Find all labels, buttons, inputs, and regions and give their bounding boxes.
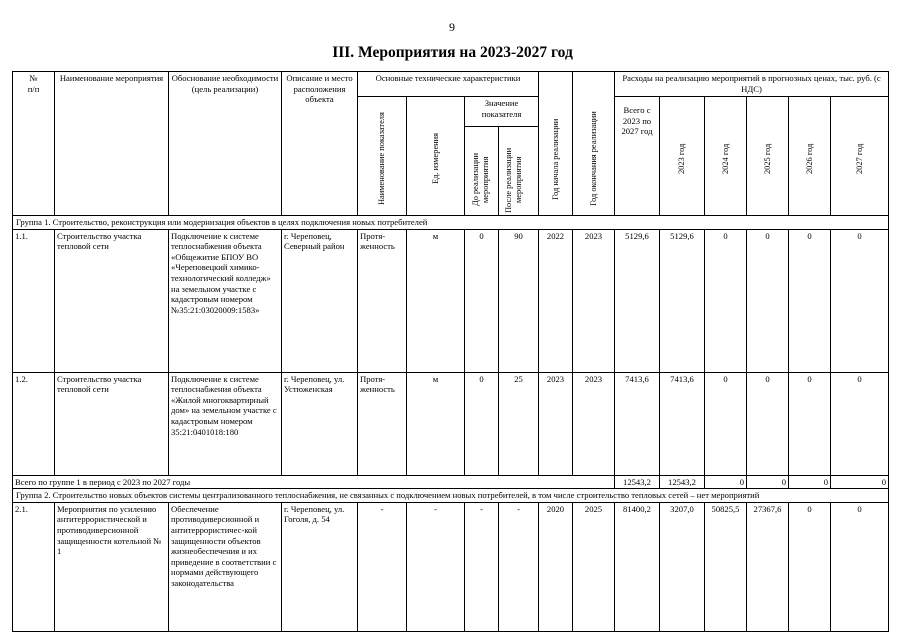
page-title: III. Мероприятия на 2023-2027 год <box>332 44 573 61</box>
header-after: После реализации мероприятия <box>499 126 539 215</box>
row-end: 2025 <box>573 502 615 631</box>
header-reason: Обоснование необходимости (цель реализации) <box>169 72 282 216</box>
header-indicator-name: Наименование показателя <box>358 97 407 216</box>
row-start: 2020 <box>539 502 573 631</box>
row-y2023: 5129,6 <box>660 229 705 372</box>
measures-table-container <box>12 71 888 632</box>
row-reason: Обеспечение противодиверсионной и антитеррористичес-кой защищенности объектов жизнеобеспечения и их приведение в соответствии с нормами действующего законодательства <box>169 502 282 631</box>
row-unit: м <box>407 229 465 372</box>
row-end: 2023 <box>573 372 615 475</box>
group-1-total-sum: 12543,2 <box>615 475 660 489</box>
group-1-total-y2024: 0 <box>705 475 747 489</box>
row-num: 1.2. <box>13 372 55 475</box>
header-before: До реализации мероприятия <box>465 126 499 215</box>
row-y2027: 0 <box>831 229 889 372</box>
row-y2024: 0 <box>705 229 747 372</box>
row-after: - <box>499 502 539 631</box>
group-2-header <box>13 489 889 503</box>
row-name: Строительство участка тепловой сети <box>55 229 169 372</box>
row-total: 7413,6 <box>615 372 660 475</box>
row-y2023: 7413,6 <box>660 372 705 475</box>
row-before: 0 <box>465 372 499 475</box>
table-row <box>13 372 889 475</box>
row-reason: Подключение к системе теплоснабжения объекта «Общежитие БПОУ ВО «Череповецкий химико-технологический колледж» на земельном участке с кадастровым номером №35:21:03020009:1583» <box>169 229 282 372</box>
row-place: г. Череповец, ул. Устюженская <box>282 372 358 475</box>
header-y2027: 2027 год <box>831 97 889 216</box>
header-name: Наименование мероприятия <box>55 72 169 216</box>
row-y2023: 3207,0 <box>660 502 705 631</box>
header-total: Всего с 2023 по 2027 год <box>615 97 660 216</box>
group-1-total-y2026: 0 <box>789 475 831 489</box>
group-1-total-y2027: 0 <box>831 475 889 489</box>
row-unit: м <box>407 372 465 475</box>
header-place: Описание и место расположения объекта <box>282 72 358 216</box>
header-unit: Ед. измерения <box>407 97 465 216</box>
row-num: 1.1. <box>13 229 55 372</box>
row-after: 25 <box>499 372 539 475</box>
row-y2024: 50825,5 <box>705 502 747 631</box>
row-y2027: 0 <box>831 502 889 631</box>
row-total: 5129,6 <box>615 229 660 372</box>
page-number: 9 <box>449 20 455 34</box>
row-y2027: 0 <box>831 372 889 475</box>
group-1-total-row <box>13 475 889 489</box>
header-y2025: 2025 год <box>747 97 789 216</box>
header-y2026: 2026 год <box>789 97 831 216</box>
group-1-total-y2025: 0 <box>747 475 789 489</box>
header-end-year: Год окончания реализации <box>573 72 615 216</box>
table-row <box>13 229 889 372</box>
row-start: 2022 <box>539 229 573 372</box>
row-place: г. Череповец, Северный район <box>282 229 358 372</box>
row-after: 90 <box>499 229 539 372</box>
row-indicator: Протя-женность <box>358 229 407 372</box>
measures-table <box>12 71 889 632</box>
group-1-total-label: Всего по группе 1 в период с 2023 по 2027 годы <box>13 475 615 489</box>
row-indicator: Протя-женность <box>358 372 407 475</box>
header-y2023: 2023 год <box>660 97 705 216</box>
row-place: г. Череповец, ул. Гоголя, д. 54 <box>282 502 358 631</box>
group-2-title: Группа 2. Строительство новых объектов системы централизованного теплоснабжения, не связанных с подключением новых потребителей, в том числе строительство тепловых сетей – нет мероприятий <box>13 489 889 503</box>
row-unit: - <box>407 502 465 631</box>
row-y2024: 0 <box>705 372 747 475</box>
header-tech: Основные технические характеристики <box>358 72 539 97</box>
row-y2025: 0 <box>747 229 789 372</box>
header-y2024: 2024 год <box>705 97 747 216</box>
row-reason: Подключение к системе теплоснабжения объекта «Жилой многоквартирный дом» на земельном участке с кадастровым номером 35:21:0401018:180 <box>169 372 282 475</box>
row-total: 81400,2 <box>615 502 660 631</box>
header-costs: Расходы на реализацию мероприятий в прогнозных ценах, тыс. руб. (с НДС) <box>615 72 889 97</box>
row-start: 2023 <box>539 372 573 475</box>
group-1-header <box>13 216 889 230</box>
group-1-total-y2023: 12543,2 <box>660 475 705 489</box>
row-y2025: 0 <box>747 372 789 475</box>
row-before: 0 <box>465 229 499 372</box>
row-name: Строительство участка тепловой сети <box>55 372 169 475</box>
header-start-year: Год начала реализации <box>539 72 573 216</box>
row-indicator: - <box>358 502 407 631</box>
header-num: № п/п <box>13 72 55 216</box>
header-row-1 <box>13 72 889 97</box>
row-num: 2.1. <box>13 502 55 631</box>
header-value: Значение показателя <box>465 97 539 127</box>
group-1-title: Группа 1. Строительство, реконструкция или модернизация объектов в целях подключения новых потребителей <box>13 216 889 230</box>
row-y2025: 27367,6 <box>747 502 789 631</box>
row-y2026: 0 <box>789 372 831 475</box>
row-end: 2023 <box>573 229 615 372</box>
row-y2026: 0 <box>789 502 831 631</box>
table-row <box>13 502 889 631</box>
row-y2026: 0 <box>789 229 831 372</box>
row-before: - <box>465 502 499 631</box>
row-name: Мероприятия по усилению антитеррористической и противодиверсионной защищенности котельной № 1 <box>55 502 169 631</box>
